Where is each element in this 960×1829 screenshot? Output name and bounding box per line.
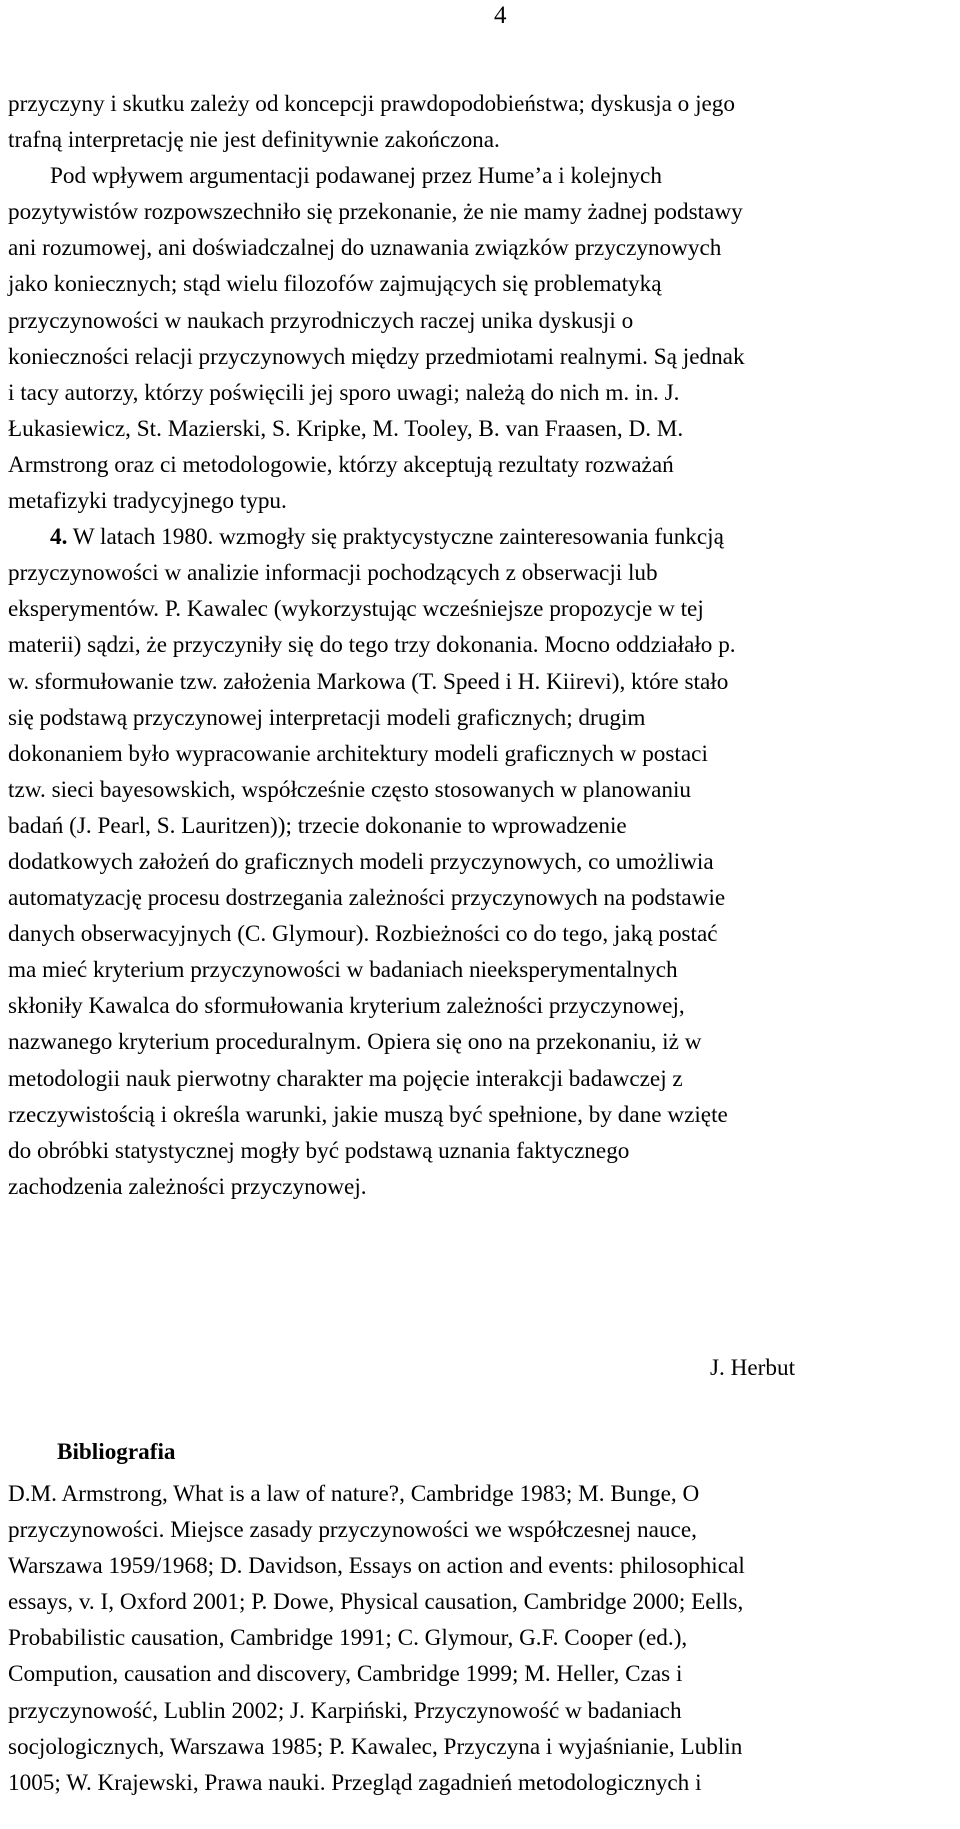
- bibliography-line: Compution, causation and discovery, Cambridge 1999; M. Heller, Czas i: [8, 1661, 683, 1688]
- bibliography-list: [8, 1476, 958, 1801]
- text-line: zachodzenia zależności przyczynowej.: [8, 1173, 367, 1200]
- text-line: przyczynowości w analizie informacji pochodzących z obserwacji lub: [8, 560, 658, 587]
- bibliography-line: Warszawa 1959/1968; D. Davidson, Essays on action and events: philosophical: [8, 1553, 745, 1580]
- bibliography-line: Probabilistic causation, Cambridge 1991; C. Glymour, G.F. Cooper (ed.),: [8, 1625, 688, 1652]
- text-line: Łukasiewicz, St. Mazierski, S. Kripke, M. Tooley, B. van Fraasen, D. M.: [8, 415, 684, 442]
- text-line: w. sformułowanie tzw. założenia Markowa (T. Speed i H. Kiirevi), które stało: [8, 668, 729, 695]
- text-line: metodologii nauk pierwotny charakter ma pojęcie interakcji badawczej z: [8, 1065, 683, 1092]
- text-line: materii) sądzi, że przyczyniły się do tego trzy dokonania. Mocno oddziałało p.: [8, 632, 736, 659]
- paragraph-start-line: Pod wpływem argumentacji podawanej przez Hume’a i kolejnych: [50, 163, 662, 190]
- bibliography-line: 1005; W. Krajewski, Prawa nauki. Przegląd zagadnień metodologicznych i: [8, 1769, 702, 1796]
- text-line: przyczyny i skutku zależy od koncepcji prawdopodobieństwa; dyskusja o jego: [8, 91, 735, 117]
- text-line: skłoniły Kawalca do sformułowania kryterium zależności przyczynowej,: [8, 993, 685, 1020]
- article-body: [8, 86, 958, 1205]
- section-4-first-line: [8, 519, 958, 555]
- text-line: eksperymentów. P. Kawalec (wykorzystując wcześniejsze propozycje w tej: [8, 596, 704, 623]
- text-line: pozytywistów rozpowszechniło się przekonanie, że nie mamy żadnej podstawy: [8, 199, 743, 226]
- text-line: konieczności relacji przyczynowych między przedmiotami realnymi. Są jednak: [8, 343, 745, 370]
- section-number: 4.: [50, 524, 68, 551]
- text-line: trafną interpretację nie jest definitywnie zakończona.: [8, 127, 500, 154]
- text-line: jako koniecznych; stąd wielu filozofów zajmujących się problematyką: [8, 271, 662, 298]
- text-line: badań (J. Pearl, S. Lauritzen)); trzecie dokonanie to wprowadzenie: [8, 812, 627, 839]
- text-line: tzw. sieci bayesowskich, współcześnie często stosowanych w planowaniu: [8, 776, 691, 803]
- page-number: 4: [494, 2, 507, 29]
- text-line: do obróbki statystycznej mogły być podstawą uznania faktycznego: [8, 1137, 630, 1164]
- bibliography-line: essays, v. I, Oxford 2001; P. Dowe, Physical causation, Cambridge 2000; Eells,: [8, 1589, 744, 1616]
- section-4-lead-text: W latach 1980. wzmogły się praktycystyczne zainteresowania funkcją: [67, 524, 724, 551]
- text-line: metafizyki tradycyjnego typu.: [8, 488, 287, 515]
- text-line: ma mieć kryterium przyczynowości w badaniach nieeksperymentalnych: [8, 957, 678, 984]
- text-line: Armstrong oraz ci metodologowie, którzy akceptują rezultaty rozważań: [8, 451, 674, 478]
- text-line: nazwanego kryterium proceduralnym. Opiera się ono na przekonaniu, iż w: [8, 1029, 702, 1056]
- text-line: rzeczywistością i określa warunki, jakie muszą być spełnione, by dane wzięte: [8, 1101, 728, 1128]
- bibliography-line: D.M. Armstrong, What is a law of nature?, Cambridge 1983; M. Bunge, O: [8, 1481, 700, 1507]
- text-line: dokonaniem było wypracowanie architektury modeli graficznych w postaci: [8, 740, 708, 767]
- bibliography-line: przyczynowości. Miejsce zasady przyczynowości we współczesnej nauce,: [8, 1517, 697, 1544]
- text-line: dodatkowych założeń do graficznych modeli przyczynowych, co umożliwia: [8, 848, 714, 875]
- text-line: się podstawą przyczynowej interpretacji modeli graficznych; drugim: [8, 704, 646, 731]
- text-line: i tacy autorzy, którzy poświęcili jej sporo uwagi; należą do nich m. in. J.: [8, 379, 680, 406]
- text-line: automatyzację procesu dostrzegania zależności przyczynowych na podstawie: [8, 885, 726, 912]
- author-signature: J. Herbut: [710, 1355, 796, 1381]
- text-line: danych obserwacyjnych (C. Glymour). Rozbieżności co do tego, jaką postać: [8, 921, 718, 948]
- bibliography-heading: Bibliografia: [57, 1439, 176, 1465]
- bibliography-line: przyczynowość, Lublin 2002; J. Karpiński, Przyczynowość w badaniach: [8, 1697, 682, 1724]
- text-line: przyczynowości w naukach przyrodniczych raczej unika dyskusji o: [8, 307, 634, 334]
- bibliography-line: socjologicznych, Warszawa 1985; P. Kawalec, Przyczyna i wyjaśnianie, Lublin: [8, 1733, 743, 1760]
- text-line: ani rozumowej, ani doświadczalnej do uznawania związków przyczynowych: [8, 235, 722, 262]
